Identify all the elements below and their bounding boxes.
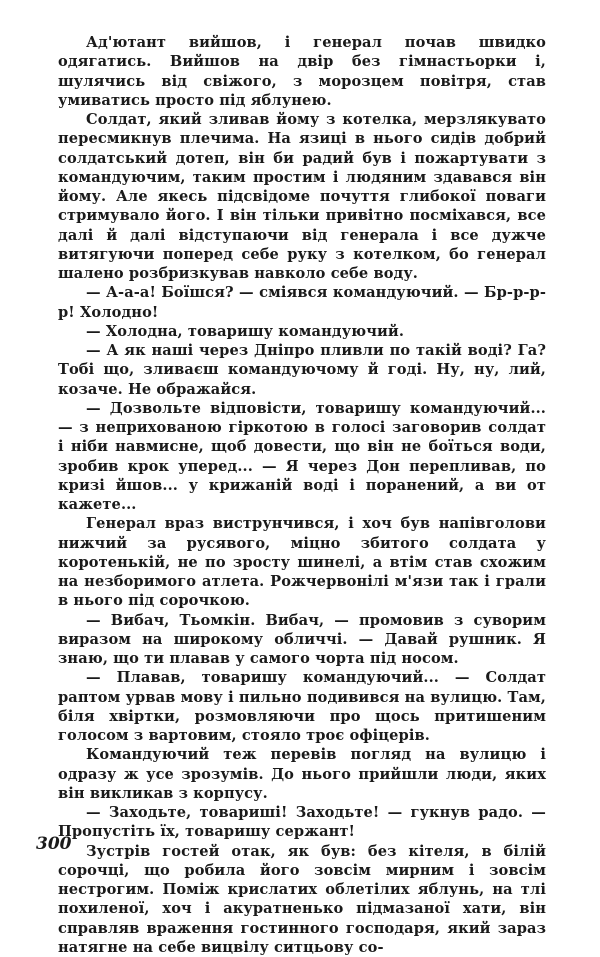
paragraph: Генерал враз виструнчився, і хоч був напівголови нижчий за русявого, міцно збитого солдата у коротенькій, не по зросту шинелі, а втім став схожим на незборимого атлета. Рожчервонілі м'язи так і грали в нього під сорочкою. <box>58 514 546 610</box>
paragraph: — А-а-а! Боїшся? — сміявся командуючий. — Бр-р-р-р! Холодно! <box>58 283 546 322</box>
paragraph: — Холодна, товаришу командуючий. <box>58 322 546 341</box>
book-page <box>58 33 546 870</box>
paragraph: — Плавав, товаришу командуючий... — Солдат раптом урвав мову і пильно подивився на вулицю. Там, біля хвіртки, розмовляючи про щось притишеним голосом з вартовим, стояло троє офіцерів. <box>58 668 546 745</box>
page-number: 300 <box>36 834 72 854</box>
paragraph: — А як наші через Дніпро пливли по такій воді? Га? Тобі що, зливаєш командуючому й годі. Ну, ну, лий, козаче. Не ображайся. <box>58 341 546 399</box>
paragraph: — Дозвольте відповісти, товаришу командуючий... — з неприхованою гіркотою в голосі заговорив солдат і ніби навмисне, щоб довести, що він не боїться води, зробив крок уперед... — Я через Дон перепливав, по кризі йшов... у крижаній воді і поранений, а ви от кажете... <box>58 399 546 515</box>
paragraph: Ад'ютант вийшов, і генерал почав швидко одягатись. Вийшов на двір без гімнастьорки і, шулячись від свіжого, з морозцем повітря, став умиватись просто під яблунею. <box>58 33 546 110</box>
paragraph: — Вибач, Тьомкін. Вибач, — промовив з суворим виразом на широкому обличчі. — Давай рушник. Я знаю, що ти плавав у самого чорта під носом. <box>58 611 546 669</box>
paragraph: Зустрів гостей отак, як був: без кітеля, в білій сорочці, що робила його зовсім мирним і зовсім нестрогим. Поміж крислатих облетілих яблунь, на тлі похиленої, хоч і акуратненько підмазаної хати, він справляв враження гостинного господаря, який зараз натягне на себе вицвілу ситцьову со- <box>58 842 546 957</box>
paragraph: Солдат, який зливав йому з котелка, мерзлякувато пересмикнув плечима. На язиці в нього сидів добрий солдатський дотеп, він би радий був і пожартувати з командуючим, таким простим і людяним здавався він йому. Але якесь підсвідоме почуття глибокої поваги стримувало його. І він тільки привітно посміхався, все далі й далі відступаючи від генерала і все дужче витягуючи поперед себе руку з котелком, бо генерал шалено розбризкував навколо себе воду. <box>58 110 546 283</box>
body-text <box>58 33 546 957</box>
paragraph: Командуючий теж перевів погляд на вулицю і одразу ж усе зрозумів. До нього прийшли люди, яких він викликав з корпусу. <box>58 745 546 803</box>
paragraph: — Заходьте, товариші! Заходьте! — гукнув радо. — Пропустіть їх, товаришу сержант! <box>58 803 546 842</box>
